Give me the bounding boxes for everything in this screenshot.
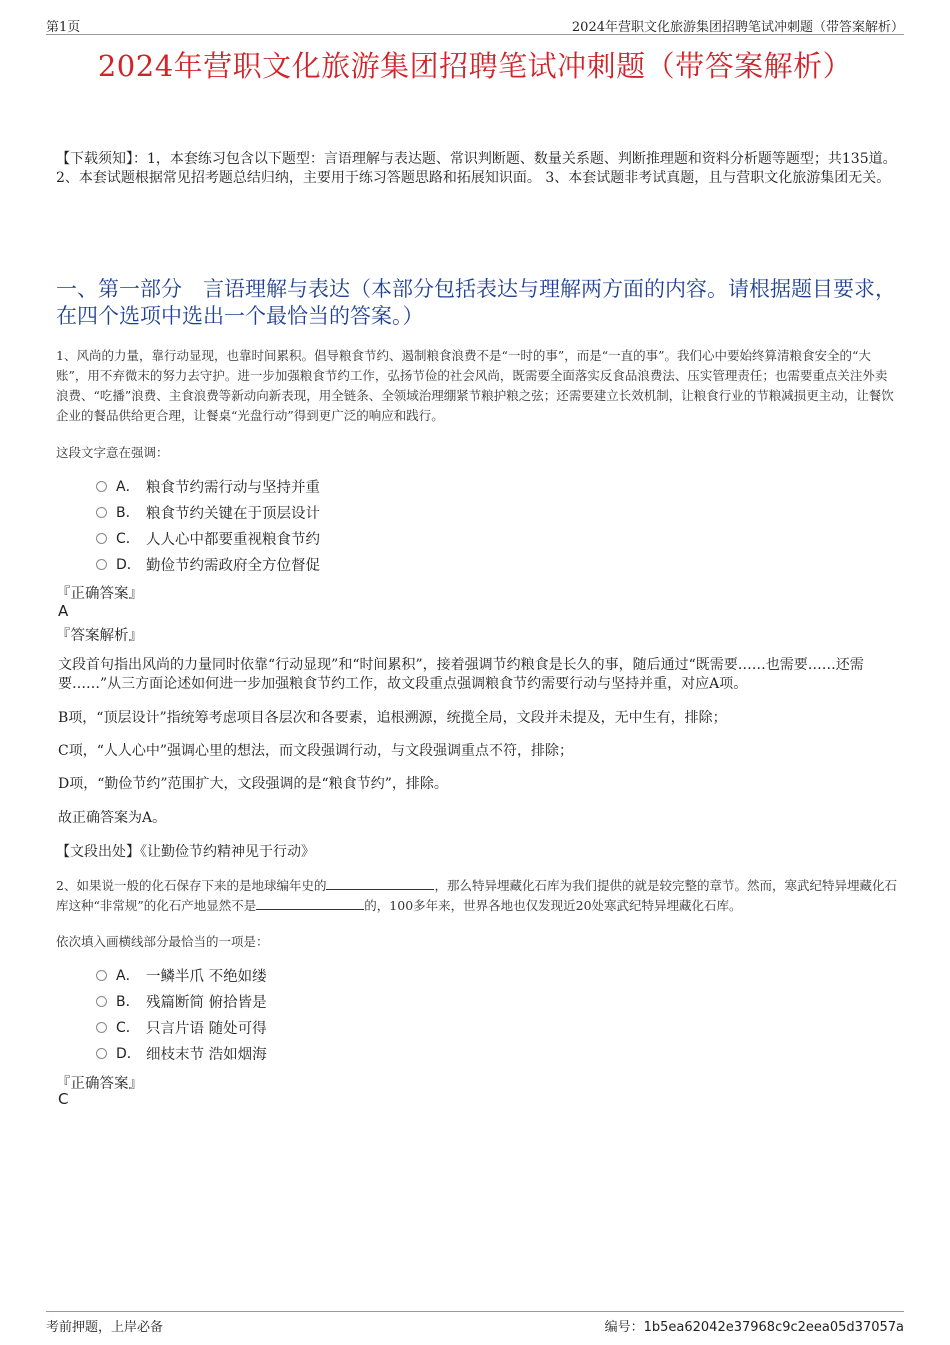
page-header [46, 14, 904, 35]
header-doc-title: 2024年营职文化旅游集团招聘笔试冲刺题（带答案解析） [571, 20, 904, 35]
question-1-option-c[interactable]: C． 人人心中都要重视粮食节约 [96, 525, 320, 551]
question-1-analysis-para: 文段首句指出风尚的力量同时依靠“行动显现”和“时间累积”，接着强调节约粮食是长久的事，随后通过“既需要……也需要……还需要……”从三方面论述如何进一步加强粮食节约工作，故文段重点强调粮食节约需要行动与坚持并重，对应A项。 [58, 657, 864, 692]
question-1-analysis-para: B项，“顶层设计”指统筹考虑项目各层次和各要素，追根溯源，统揽全局，文段并未提及，无中生有，排除； [58, 710, 727, 726]
page-number: 第1页 [46, 20, 81, 35]
radio-icon[interactable] [96, 1048, 107, 1059]
question-1-analysis-para: D项，“勤俭节约”范围扩大，文段强调的是“粮食节约”，排除。 [58, 776, 448, 792]
radio-icon[interactable] [96, 533, 107, 544]
question-1-analysis-para: C项，“人人心中”强调心里的想法，而文段强调行动，与文段强调重点不符，排除； [58, 743, 574, 759]
question-2-options [96, 962, 267, 1066]
fill-blank [256, 897, 364, 910]
question-1-options [96, 473, 320, 577]
radio-icon[interactable] [96, 481, 107, 492]
footer-doc-id: 编号：1b5ea62042e37968c9c2eea05d37057a [604, 1320, 904, 1335]
page-footer [46, 1311, 904, 1336]
question-2-answer: C [58, 1090, 69, 1108]
question-1-answer: A [58, 602, 69, 620]
question-1-option-b[interactable]: B． 粮食节约关键在于顶层设计 [96, 499, 320, 525]
question-2-option-d[interactable]: D． 细枝末节 浩如烟海 [96, 1040, 267, 1066]
question-1-text: 1、风尚的力量，靠行动显现，也靠时间累积。倡导粮食节约、遏制粮食浪费不是“一时的事”，而是“一直的事”。我们心中要始终算清粮食安全的“大账”，用不弃微末的努力去守护。进一步加强粮食节约工作，弘扬节俭的社会风尚，既需要全面落实反食品浪费法、压实管理责任；也需要重点关注外卖浪费、“吃播”浪费、主食浪费等新动向新表现，用全链条、全领域治理绷紧节粮护粮之弦；还需要建立长效机制，让粮食行业的节粮减损更主动，让餐饮企业的餐品供给更合理，让餐桌“光盘行动”得到更广泛的响应和践行。 [56, 348, 894, 423]
question-1-option-d[interactable]: D． 勤俭节约需政府全方位督促 [96, 551, 320, 577]
question-2-option-c[interactable]: C． 只言片语 随处可得 [96, 1014, 267, 1040]
question-1-option-a[interactable]: A． 粮食节约需行动与坚持并重 [96, 473, 320, 499]
question-1-answer-label: 『正确答案』 [56, 586, 143, 602]
footer-slogan: 考前押题，上岸必备 [46, 1320, 164, 1335]
question-2-text: 2、如果说一般的化石保存下来的是地球编年史的 ，那么特异埋藏化石库为我们提供的就是较完整的章节。然而，寒武纪特异埋藏化石库这种“非常规”的化石产地显然不是 的，100多年来，世界各地也仅发现近20处寒武纪特异埋藏化石库。 [56, 878, 897, 913]
question-1-analysis-para: 故正确答案为A。 [58, 810, 167, 826]
download-notice: 【下载须知】：1，本套练习包含以下题型：言语理解与表达题、常识判断题、数量关系题、判断推理题和资料分析题等题型；共135道。 2、本套试题根据常见招考题总结归纳，主要用于练习答题思路和拓展知识面。 3、本套试题非考试真题，且与营职文化旅游集团无关。 [56, 151, 897, 186]
radio-icon[interactable] [96, 559, 107, 570]
radio-icon[interactable] [96, 970, 107, 981]
fill-blank [326, 877, 434, 890]
question-1-prompt: 这段文字意在强调： [56, 445, 169, 460]
question-2-option-b[interactable]: B． 残篇断简 俯拾皆是 [96, 988, 267, 1014]
section-title: 一、第一部分 言语理解与表达（本部分包括表达与理解两方面的内容。请根据题目要求，在四个选项中选出一个最恰当的答案。） [56, 277, 896, 328]
radio-icon[interactable] [96, 507, 107, 518]
radio-icon[interactable] [96, 996, 107, 1007]
question-1-analysis-label: 『答案解析』 [56, 628, 143, 644]
question-2-option-a[interactable]: A． 一鳞半爪 不绝如缕 [96, 962, 267, 988]
question-1-source: 【文段出处】《让勤俭节约精神见于行动》 [56, 844, 315, 860]
question-2-prompt: 依次填入画横线部分最恰当的一项是： [56, 934, 269, 949]
question-2-answer-label: 『正确答案』 [56, 1076, 143, 1092]
radio-icon[interactable] [96, 1022, 107, 1033]
page-title: 2024年营职文化旅游集团招聘笔试冲刺题（带答案解析） [97, 49, 853, 83]
